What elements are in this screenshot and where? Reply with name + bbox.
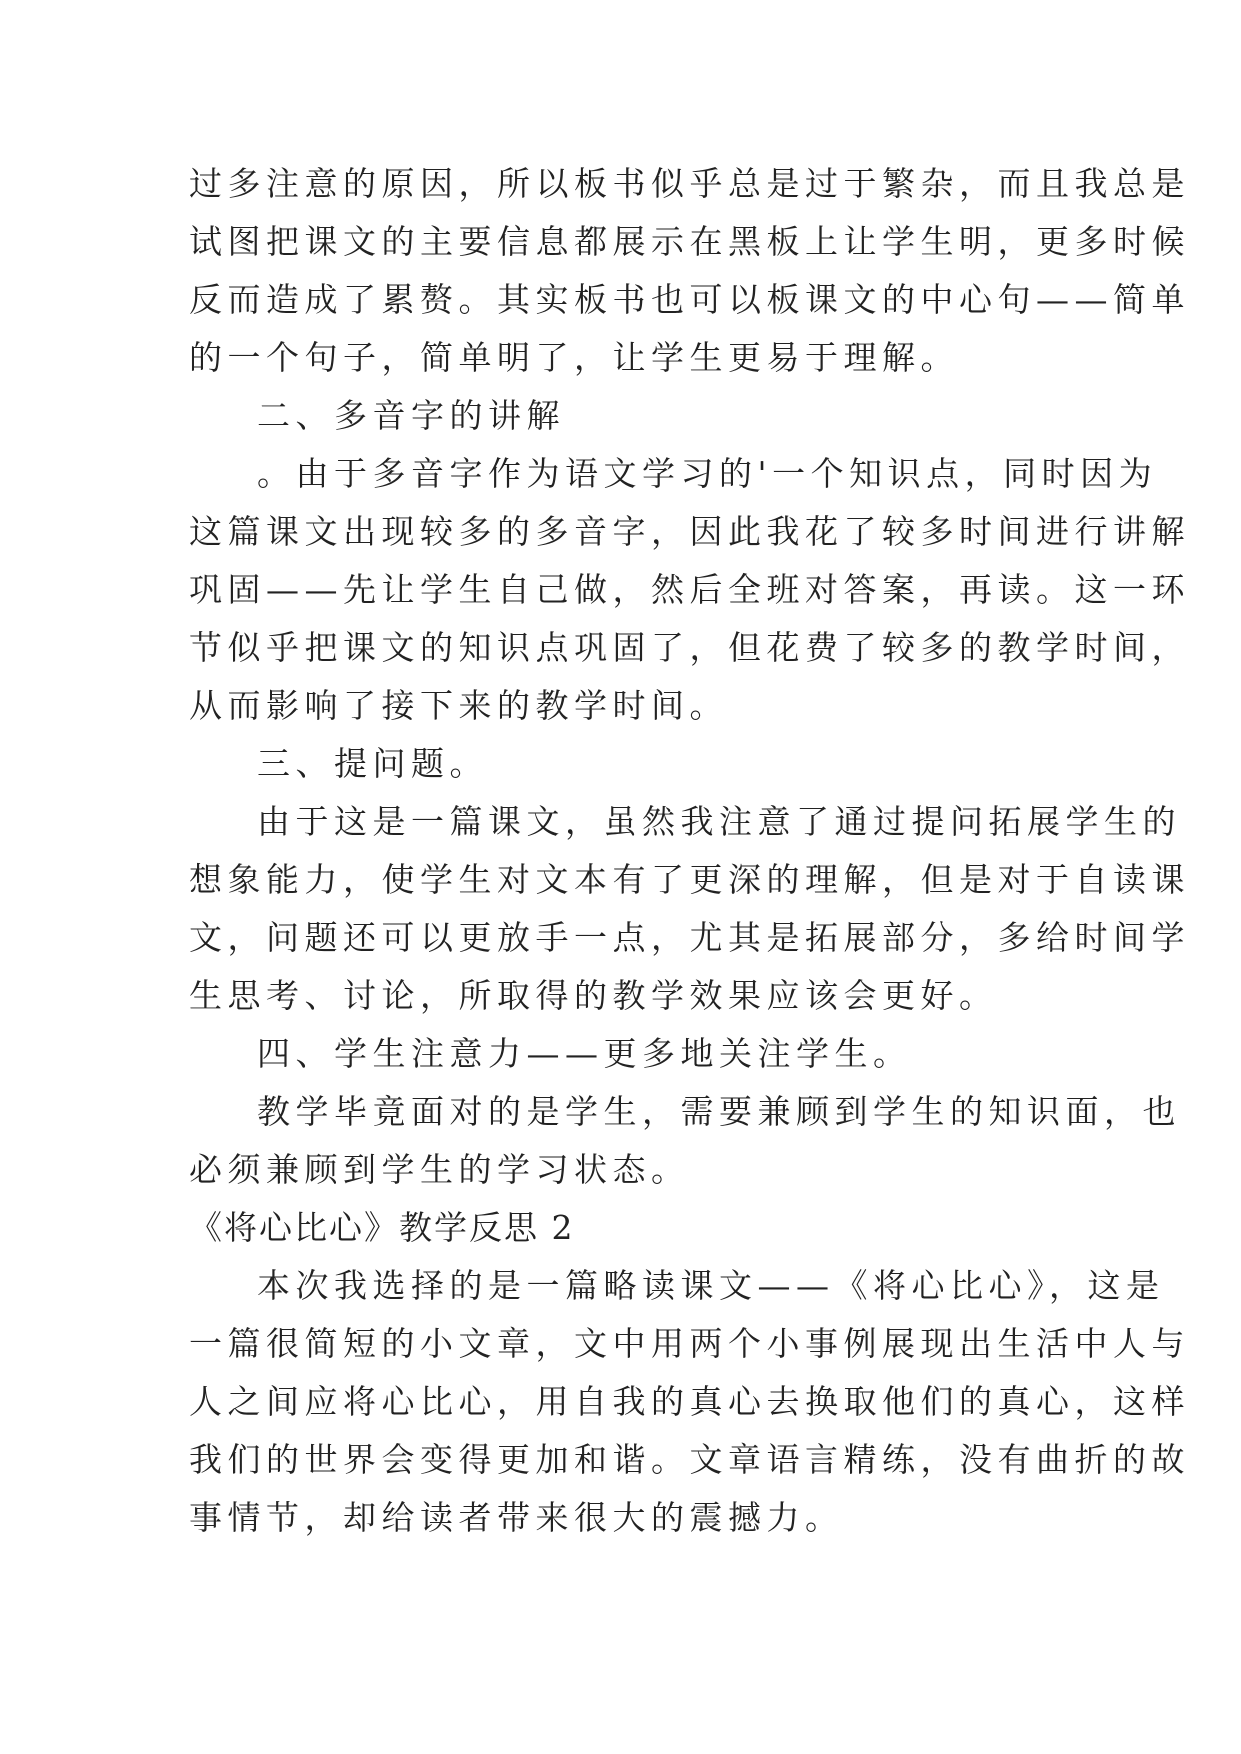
text-line: 。由于多音字作为语文学习的'一个知识点，同时因为: [257, 454, 1158, 493]
text-line: 本次我选择的是一篇略读课文——《将心比心》，这是: [257, 1266, 1165, 1305]
document-body: [189, 155, 1190, 1547]
text-line: 反而造成了累赘。其实板书也可以板课文的中心句——简单: [189, 280, 1190, 319]
text-line: 文，问题还可以更放手一点，尤其是拓展部分，多给时间学: [189, 918, 1190, 957]
text-line: 试图把课文的主要信息都展示在黑板上让学生明，更多时候: [189, 222, 1190, 261]
text-line: 事情节，却给读者带来很大的震撼力。: [189, 1498, 844, 1537]
text-line: 巩固——先让学生自己做，然后全班对答案，再读。这一环: [189, 570, 1190, 609]
section-heading: 四、学生注意力——更多地关注学生。: [257, 1034, 912, 1073]
section-heading: 二、多音字的讲解: [257, 396, 565, 435]
text-line: 想象能力，使学生对文本有了更深的理解，但是对于自读课: [189, 860, 1190, 899]
document-title: 《将心比心》教学反思 2: [189, 1208, 575, 1247]
text-line: 的一个句子，简单明了，让学生更易于理解。: [189, 338, 959, 377]
text-line: 过多注意的原因，所以板书似乎总是过于繁杂，而且我总是: [189, 164, 1190, 203]
text-line: 这篇课文出现较多的多音字，因此我花了较多时间进行讲解: [189, 512, 1190, 551]
text-line: 必须兼顾到学生的学习状态。: [189, 1150, 690, 1189]
text-line: 人之间应将心比心，用自我的真心去换取他们的真心，这样: [189, 1382, 1190, 1421]
section-heading: 三、提问题。: [257, 744, 488, 783]
text-line: 节似乎把课文的知识点巩固了，但花费了较多的教学时间，: [189, 628, 1190, 667]
text-line: 一篇很简短的小文章，文中用两个小事例展现出生活中人与: [189, 1324, 1190, 1363]
text-line: 由于这是一篇课文，虽然我注意了通过提问拓展学生的: [257, 802, 1181, 841]
text-line: 从而影响了接下来的教学时间。: [189, 686, 728, 725]
text-line: 教学毕竟面对的是学生，需要兼顾到学生的知识面，也: [257, 1092, 1181, 1131]
text-line: 我们的世界会变得更加和谐。文章语言精练，没有曲折的故: [189, 1440, 1190, 1479]
text-line: 生思考、讨论，所取得的教学效果应该会更好。: [189, 976, 998, 1015]
